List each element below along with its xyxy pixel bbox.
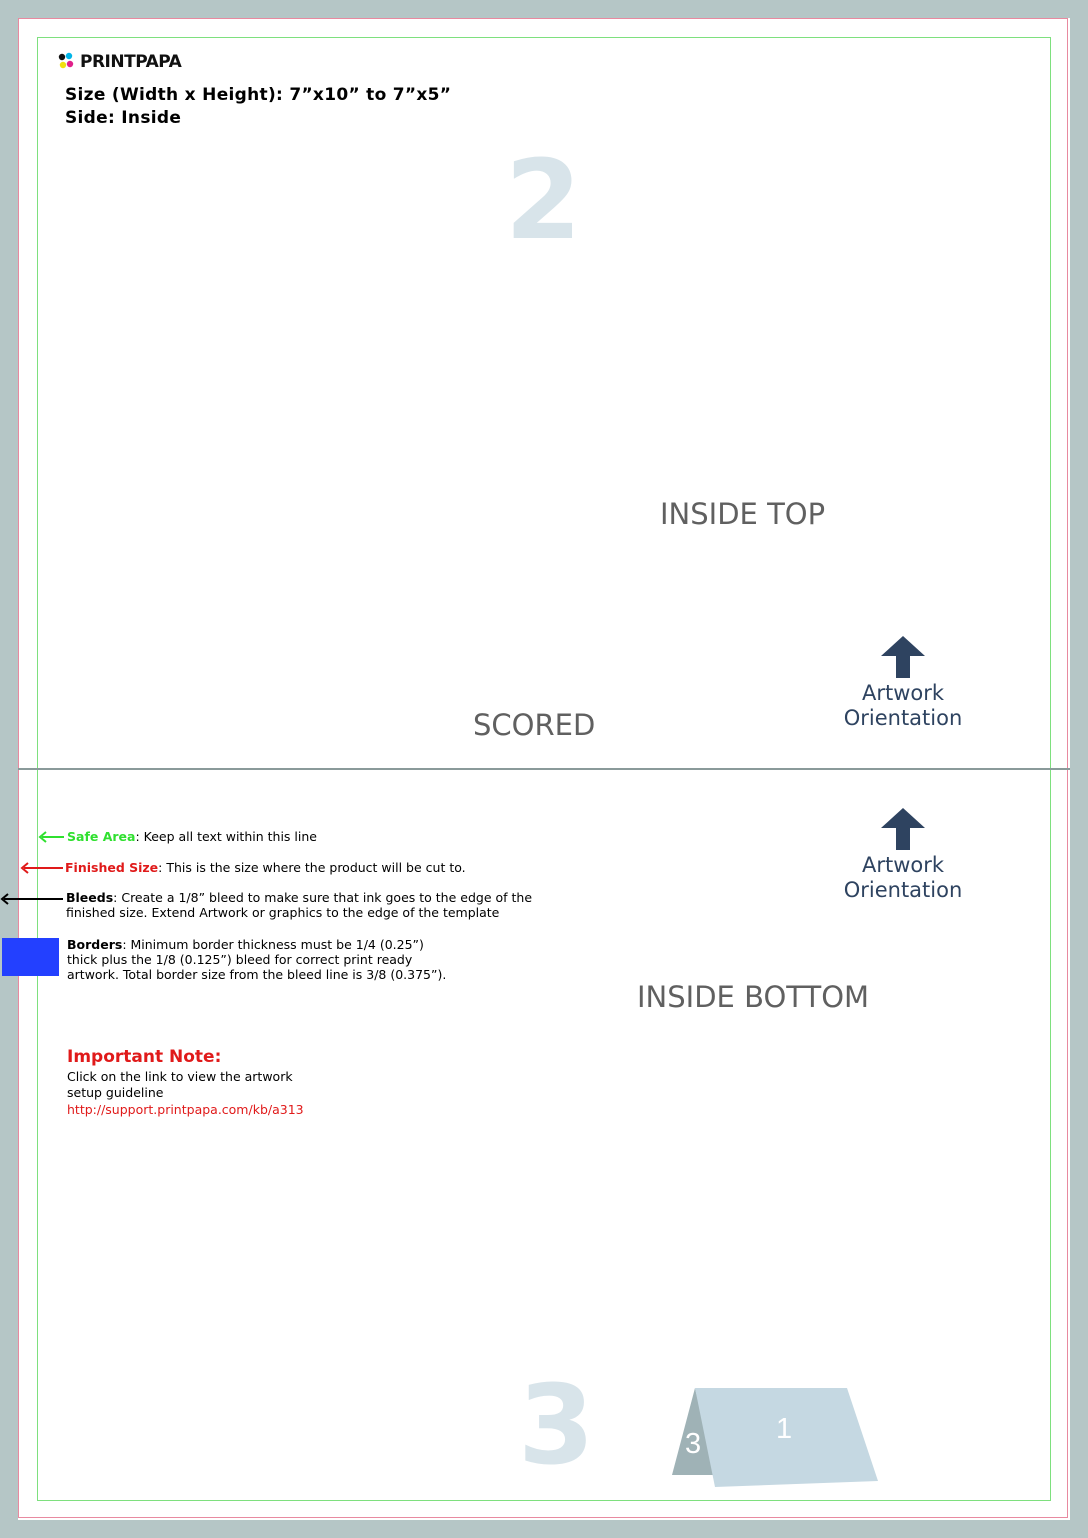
legend-finished-key: Finished Size	[65, 860, 159, 875]
guideline-link[interactable]: http://support.printpapa.com/kb/a313	[67, 1102, 304, 1117]
legend-finished-text: : This is the size where the product will be cut to.	[158, 860, 466, 875]
tent-card-diagram-icon	[670, 1385, 880, 1489]
legend-borders-text: : Minimum border thickness must be 1/4 (0.25”) thick plus the 1/8 (0.125”) bleed for correct print ready artwork. Total border size from the bleed line is 3/8 (0.375”).	[67, 937, 447, 982]
size-line: Size (Width x Height): 7”x10” to 7”x5”	[65, 85, 452, 105]
orientation-line2: Orientation	[843, 706, 963, 730]
legend-safe-key: Safe Area	[67, 829, 136, 844]
arrow-up-icon	[881, 636, 925, 678]
tent-front-label: 1	[776, 1413, 793, 1445]
important-note-text: Click on the link to view the artwork setup guideline	[67, 1069, 293, 1100]
arrow-up-icon	[881, 808, 925, 850]
printpapa-logo	[58, 51, 181, 73]
important-note-title: Important Note:	[67, 1047, 222, 1067]
legend-bleeds-key: Bleeds	[66, 890, 114, 905]
orientation-line1: Artwork	[861, 681, 945, 705]
artwork-orientation-top	[823, 636, 983, 731]
legend-borders-key: Borders	[67, 937, 123, 952]
tent-back-label: 3	[685, 1428, 702, 1460]
panel-number-top: 2	[505, 136, 582, 264]
logo-icon	[58, 52, 78, 72]
orientation-line1: Artwork	[861, 853, 945, 877]
legend-bleeds-text: : Create a 1/8” bleed to make sure that ink goes to the edge of the finished size. Extend Artwork or graphics to the edge of the template	[66, 890, 533, 920]
orientation-line2: Orientation	[843, 878, 963, 902]
logo-text: PRINTPAPA	[80, 52, 182, 72]
border-swatch	[2, 938, 59, 976]
finished-size-arrow-icon	[20, 862, 63, 874]
scored-label: SCORED	[473, 708, 596, 742]
legend-finished-size	[65, 860, 466, 875]
legend-safe-text: : Keep all text within this line	[135, 829, 317, 844]
legend-borders	[67, 937, 447, 982]
side-line: Side: Inside	[65, 108, 182, 128]
bleed-arrow-icon	[0, 893, 63, 905]
score-line	[18, 768, 1070, 770]
legend-bleeds	[66, 890, 556, 920]
legend-safe-area	[67, 829, 317, 844]
artwork-orientation-bottom	[823, 808, 983, 903]
inside-bottom-label: INSIDE BOTTOM	[637, 980, 870, 1014]
inside-top-label: INSIDE TOP	[660, 497, 826, 531]
safe-area-arrow-icon	[38, 831, 64, 843]
panel-number-bottom: 3	[518, 1361, 595, 1489]
